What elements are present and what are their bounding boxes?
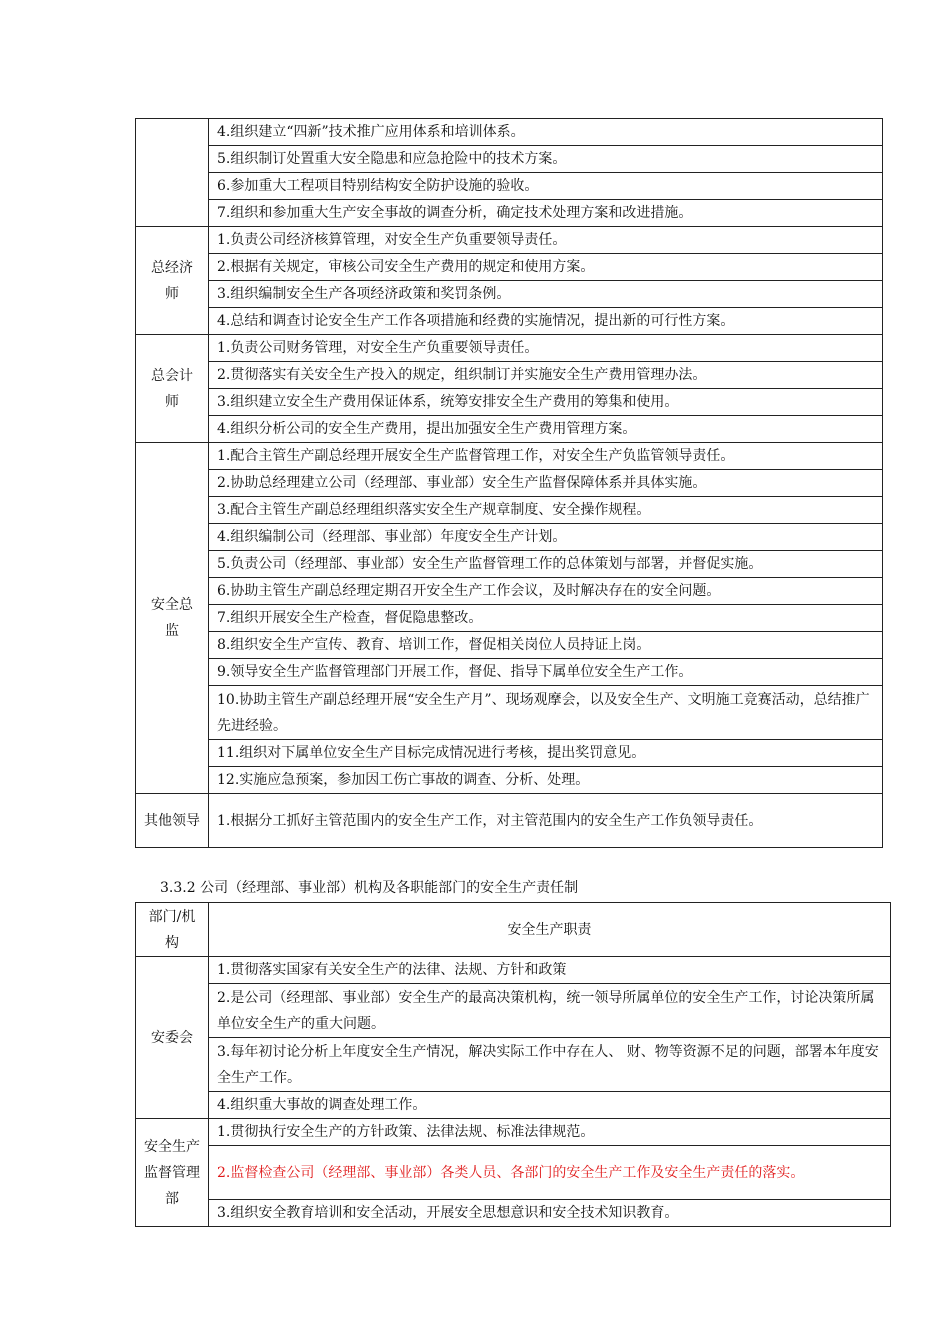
table-row	[136, 335, 883, 362]
duty-cell: 4.总结和调查讨论安全生产工作各项措施和经费的实施情况，提出新的可行性方案。	[209, 308, 883, 335]
table-row	[136, 200, 883, 227]
table-row	[136, 146, 883, 173]
duty-cell: 6.协助主管生产副总经理定期召开安全生产工作会议，及时解决存在的安全问题。	[209, 578, 883, 605]
duty-cell: 1.配合主管生产副总经理开展安全生产监督管理工作，对安全生产负监管领导责任。	[209, 443, 883, 470]
table-row	[136, 1092, 891, 1119]
duty-cell: 2.是公司（经理部、事业部）安全生产的最高决策机构，统一领导所属单位的安全生产工作，讨论决策所属单位安全生产的重大问题。	[209, 984, 891, 1038]
duty-cell: 1.负责公司财务管理，对安全生产负重要领导责任。	[209, 335, 883, 362]
section-heading: 3.3.2 公司（经理部、事业部）机构及各职能部门的安全生产责任制	[160, 880, 579, 896]
table-row	[136, 389, 883, 416]
duty-cell: 4.组织编制公司（经理部、事业部）年度安全生产计划。	[209, 524, 883, 551]
duty-cell: 3.组织安全教育培训和安全活动，开展安全思想意识和安全技术知识教育。	[209, 1200, 891, 1227]
role-label: 安全总监	[151, 597, 193, 639]
table-row	[136, 308, 883, 335]
table-row	[136, 551, 883, 578]
table-row	[136, 497, 883, 524]
duty-cell: 3.组织建立安全生产费用保证体系，统筹安排安全生产费用的筹集和使用。	[209, 389, 883, 416]
duty-cell-highlighted: 2.监督检查公司（经理部、事业部）各类人员、各部门的安全生产工作及安全生产责任的落实。	[209, 1146, 891, 1200]
duty-cell: 12.实施应急预案，参加因工伤亡事故的调查、分析、处理。	[209, 767, 883, 794]
table-row	[136, 227, 883, 254]
leadership-responsibility-table	[135, 118, 883, 848]
role-cell-chief-economist	[136, 227, 209, 335]
duty-cell: 5.负责公司（经理部、事业部）安全生产监督管理工作的总体策划与部署，并督促实施。	[209, 551, 883, 578]
table-row	[136, 659, 883, 686]
role-cell-chief-accountant	[136, 335, 209, 443]
duty-cell: 2.协助总经理建立公司（经理部、事业部）安全生产监督保障体系并具体实施。	[209, 470, 883, 497]
table-row	[136, 443, 883, 470]
duty-cell: 3.组织编制安全生产各项经济政策和奖罚条例。	[209, 281, 883, 308]
table-row	[136, 416, 883, 443]
duty-cell: 10.协助主管生产副总经理开展“安全生产月”、现场观摩会，以及安全生产、文明施工竞赛活动，总结推广先进经验。	[209, 686, 883, 740]
table-row	[136, 686, 883, 740]
table-row	[136, 362, 883, 389]
duty-cell: 1.根据分工抓好主管范围内的安全生产工作，对主管范围内的安全生产工作负领导责任。	[209, 794, 883, 848]
duty-cell: 2.贯彻落实有关安全生产投入的规定，组织制订并实施安全生产费用管理办法。	[209, 362, 883, 389]
duty-cell: 7.组织和参加重大生产安全事故的调查分析，确定技术处理方案和改进措施。	[209, 200, 883, 227]
table-row	[136, 254, 883, 281]
role-cell-safety-committee: 安委会	[136, 957, 209, 1119]
table-row	[136, 632, 883, 659]
duty-cell: 7.组织开展安全生产检查，督促隐患整改。	[209, 605, 883, 632]
header-dept	[136, 903, 209, 957]
duty-cell: 11.组织对下属单位安全生产目标完成情况进行考核，提出奖罚意见。	[209, 740, 883, 767]
duty-cell: 9.领导安全生产监督管理部门开展工作，督促、指导下属单位安全生产工作。	[209, 659, 883, 686]
duty-cell: 4.组织建立“四新”技术推广应用体系和培训体系。	[209, 119, 883, 146]
header-duty: 安全生产职责	[209, 903, 891, 957]
table-row	[136, 767, 883, 794]
duty-cell: 8.组织安全生产宣传、教育、培训工作，督促相关岗位人员持证上岗。	[209, 632, 883, 659]
table-row	[136, 605, 883, 632]
duty-cell: 3.配合主管生产副总经理组织落实安全生产规章制度、安全操作规程。	[209, 497, 883, 524]
duty-cell: 1.贯彻执行安全生产的方针政策、法律法规、标准法律规范。	[209, 1119, 891, 1146]
table-row	[136, 173, 883, 200]
department-responsibility-table	[135, 902, 891, 1227]
table-row	[136, 1119, 891, 1146]
table-row	[136, 470, 883, 497]
header-dept-label: 部门/机构	[148, 908, 196, 951]
table-row	[136, 740, 883, 767]
role-cell-safety-supervision-dept	[136, 1119, 209, 1227]
table-header-row	[136, 903, 891, 957]
duty-cell: 3.每年初讨论分析上年度安全生产情况，解决实际工作中存在人、 财、物等资源不足的问题，部署本年度安全生产工作。	[209, 1038, 891, 1092]
table-row	[136, 524, 883, 551]
duty-cell: 1.负责公司经济核算管理，对安全生产负重要领导责任。	[209, 227, 883, 254]
table-row	[136, 281, 883, 308]
duty-cell: 1.贯彻落实国家有关安全生产的法律、法规、方针和政策	[209, 957, 891, 984]
role-label: 总经济师	[151, 259, 193, 302]
table-row	[136, 984, 891, 1038]
table-row	[136, 1200, 891, 1227]
duty-cell: 2.根据有关规定，审核公司安全生产费用的规定和使用方案。	[209, 254, 883, 281]
table-row	[136, 794, 883, 848]
role-label: 总会计师	[151, 367, 193, 410]
role-cell	[136, 119, 209, 227]
table-row	[136, 957, 891, 984]
duty-cell: 5.组织制订处置重大安全隐患和应急抢险中的技术方案。	[209, 146, 883, 173]
role-cell-other-leaders	[136, 794, 209, 848]
table-row	[136, 119, 883, 146]
duty-cell: 4.组织分析公司的安全生产费用，提出加强安全生产费用管理方案。	[209, 416, 883, 443]
duty-cell: 4.组织重大事故的调查处理工作。	[209, 1092, 891, 1119]
table-row	[136, 578, 883, 605]
table-row	[136, 1038, 891, 1092]
role-cell-safety-director	[136, 443, 209, 794]
role-label: 其他领导	[144, 812, 200, 829]
table-row	[136, 1146, 891, 1200]
duty-cell: 6.参加重大工程项目特别结构安全防护设施的验收。	[209, 173, 883, 200]
role-label: 安全生产监督管理部	[144, 1138, 200, 1207]
